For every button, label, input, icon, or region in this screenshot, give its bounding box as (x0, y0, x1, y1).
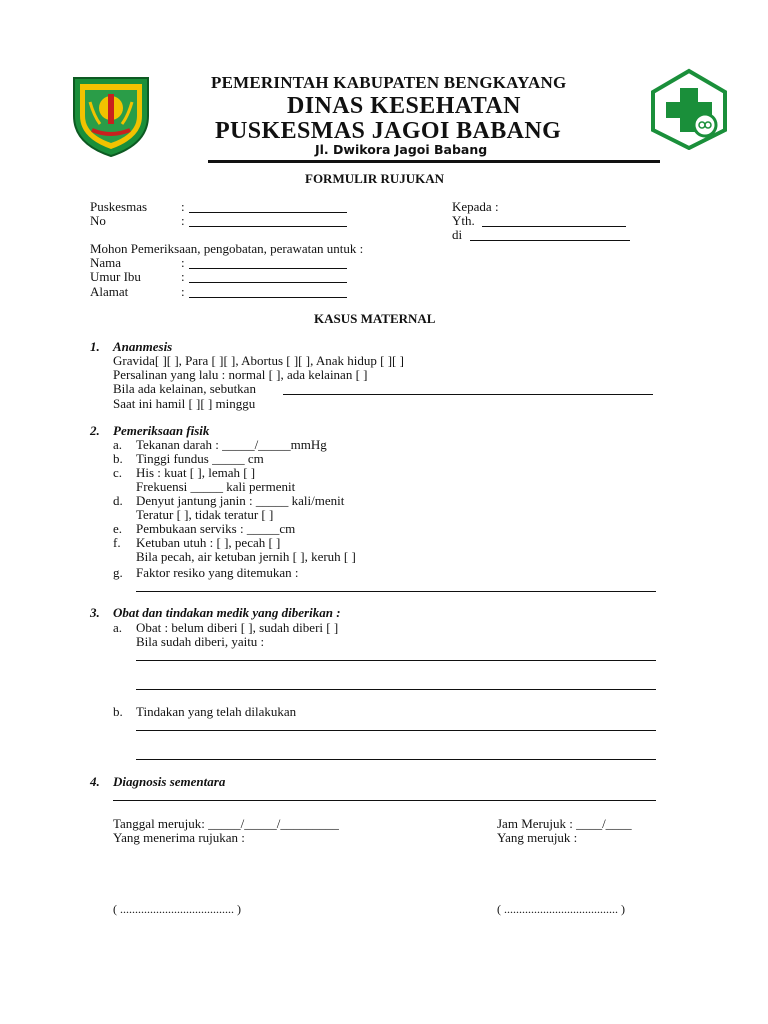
s3-letter-a: a. (113, 620, 123, 635)
field-kelainan[interactable] (283, 394, 653, 395)
s2-letter-b: b. (113, 451, 123, 466)
label-no: No (90, 213, 106, 228)
form-title: FORMULIR RUJUKAN (305, 171, 445, 186)
s2-frekuensi: Frekuensi _____ kali permenit (136, 479, 296, 494)
colon: : (181, 269, 185, 284)
s2-serviks: Pembukaan serviks : _____cm (136, 521, 296, 536)
s3-bila-diberi: Bila sudah diberi, yaitu : (136, 634, 265, 649)
s1-number: 1. (90, 339, 100, 354)
s2-letter-d: d. (113, 493, 123, 508)
field-diagnosis[interactable] (113, 800, 656, 801)
s1-hamil: Saat ini hamil [ ][ ] minggu (113, 396, 256, 411)
s2-tinggi: Tinggi fundus _____ cm (136, 451, 264, 466)
s2-title: Pemeriksaan fisik (113, 423, 210, 438)
signature-right: ( ...................................... ) (497, 902, 625, 916)
field-no[interactable] (189, 226, 347, 227)
label-umur: Umur Ibu (90, 269, 141, 284)
s2-letter-f: f. (113, 535, 121, 550)
signature-left: ( ...................................... ) (113, 902, 241, 916)
label-kepada: Kepada : (452, 199, 499, 214)
s1-gravida: Gravida[ ][ ], Para [ ][ ], Abortus [ ][ ], Anak hidup [ ][ ] (113, 353, 404, 368)
s4-title: Diagnosis sementara (113, 774, 226, 789)
label-nama: Nama (90, 255, 122, 270)
colon: : (181, 213, 185, 228)
footer-jam: Jam Merujuk : ____/____ (497, 816, 632, 831)
s2-djj: Denyut jantung janin : _____ kali/menit (136, 493, 345, 508)
colon: : (181, 255, 185, 270)
s3-number: 3. (90, 605, 100, 620)
header-line2: DINAS KESEHATAN (287, 93, 521, 119)
field-obat-2[interactable] (136, 689, 656, 690)
s2-letter-a: a. (113, 437, 123, 452)
field-faktor[interactable] (136, 591, 656, 592)
label-alamat: Alamat (90, 284, 129, 299)
s2-letter-e: e. (113, 521, 123, 536)
s3-title: Obat dan tindakan medik yang diberikan : (113, 605, 341, 620)
s2-letter-c: c. (113, 465, 123, 480)
s4-number: 4. (90, 774, 100, 789)
s2-teratur: Teratur [ ], tidak teratur [ ] (136, 507, 274, 522)
s2-faktor: Faktor resiko yang ditemukan : (136, 565, 299, 580)
s1-persalinan: Persalinan yang lalu : normal [ ], ada kelainan [ ] (113, 367, 368, 382)
s2-air-ketuban: Bila pecah, air ketuban jernih [ ], keruh [ ] (136, 549, 356, 564)
header-line3: PUSKESMAS JAGOI BABANG (215, 118, 562, 144)
field-tindakan-1[interactable] (136, 730, 656, 731)
s1-kelainan: Bila ada kelainan, sebutkan (113, 381, 256, 396)
s2-letter-g: g. (113, 565, 123, 580)
s2-number: 2. (90, 423, 100, 438)
s1-title: Ananmesis (113, 339, 173, 354)
label-puskesmas: Puskesmas (90, 199, 148, 214)
field-umur[interactable] (189, 282, 347, 283)
colon: : (181, 199, 185, 214)
s2-his: His : kuat [ ], lemah [ ] (136, 465, 256, 480)
s3-obat: Obat : belum diberi [ ], sudah diberi [ ] (136, 620, 339, 635)
header-divider (208, 160, 660, 163)
footer-tanggal: Tanggal merujuk: _____/_____/_________ (113, 816, 339, 831)
field-alamat[interactable] (189, 297, 347, 298)
field-puskesmas[interactable] (189, 212, 347, 213)
header-line1: PEMERINTAH KABUPATEN BENGKAYANG (211, 73, 567, 92)
s3-tindakan: Tindakan yang telah dilakukan (136, 704, 297, 719)
s2-ketuban: Ketuban utuh : [ ], pecah [ ] (136, 535, 281, 550)
field-obat-1[interactable] (136, 660, 656, 661)
field-nama[interactable] (189, 268, 347, 269)
colon: : (181, 284, 185, 299)
section-title: KASUS MATERNAL (314, 311, 436, 326)
health-cross-logo (650, 68, 728, 150)
field-yth[interactable] (482, 226, 626, 227)
regency-logo (70, 72, 152, 158)
s2-tekanan: Tekanan darah : _____/_____mmHg (136, 437, 327, 452)
mohon-text: Mohon Pemeriksaan, pengobatan, perawatan untuk : (90, 241, 364, 256)
s3-letter-b: b. (113, 704, 123, 719)
footer-perujuk: Yang merujuk : (497, 830, 578, 845)
label-di: di (452, 227, 463, 242)
header-address: Jl. Dwikora Jagoi Babang (315, 142, 488, 157)
label-yth: Yth. (452, 213, 475, 228)
footer-penerima: Yang menerima rujukan : (113, 830, 245, 845)
field-tindakan-2[interactable] (136, 759, 656, 760)
field-di[interactable] (470, 240, 630, 241)
